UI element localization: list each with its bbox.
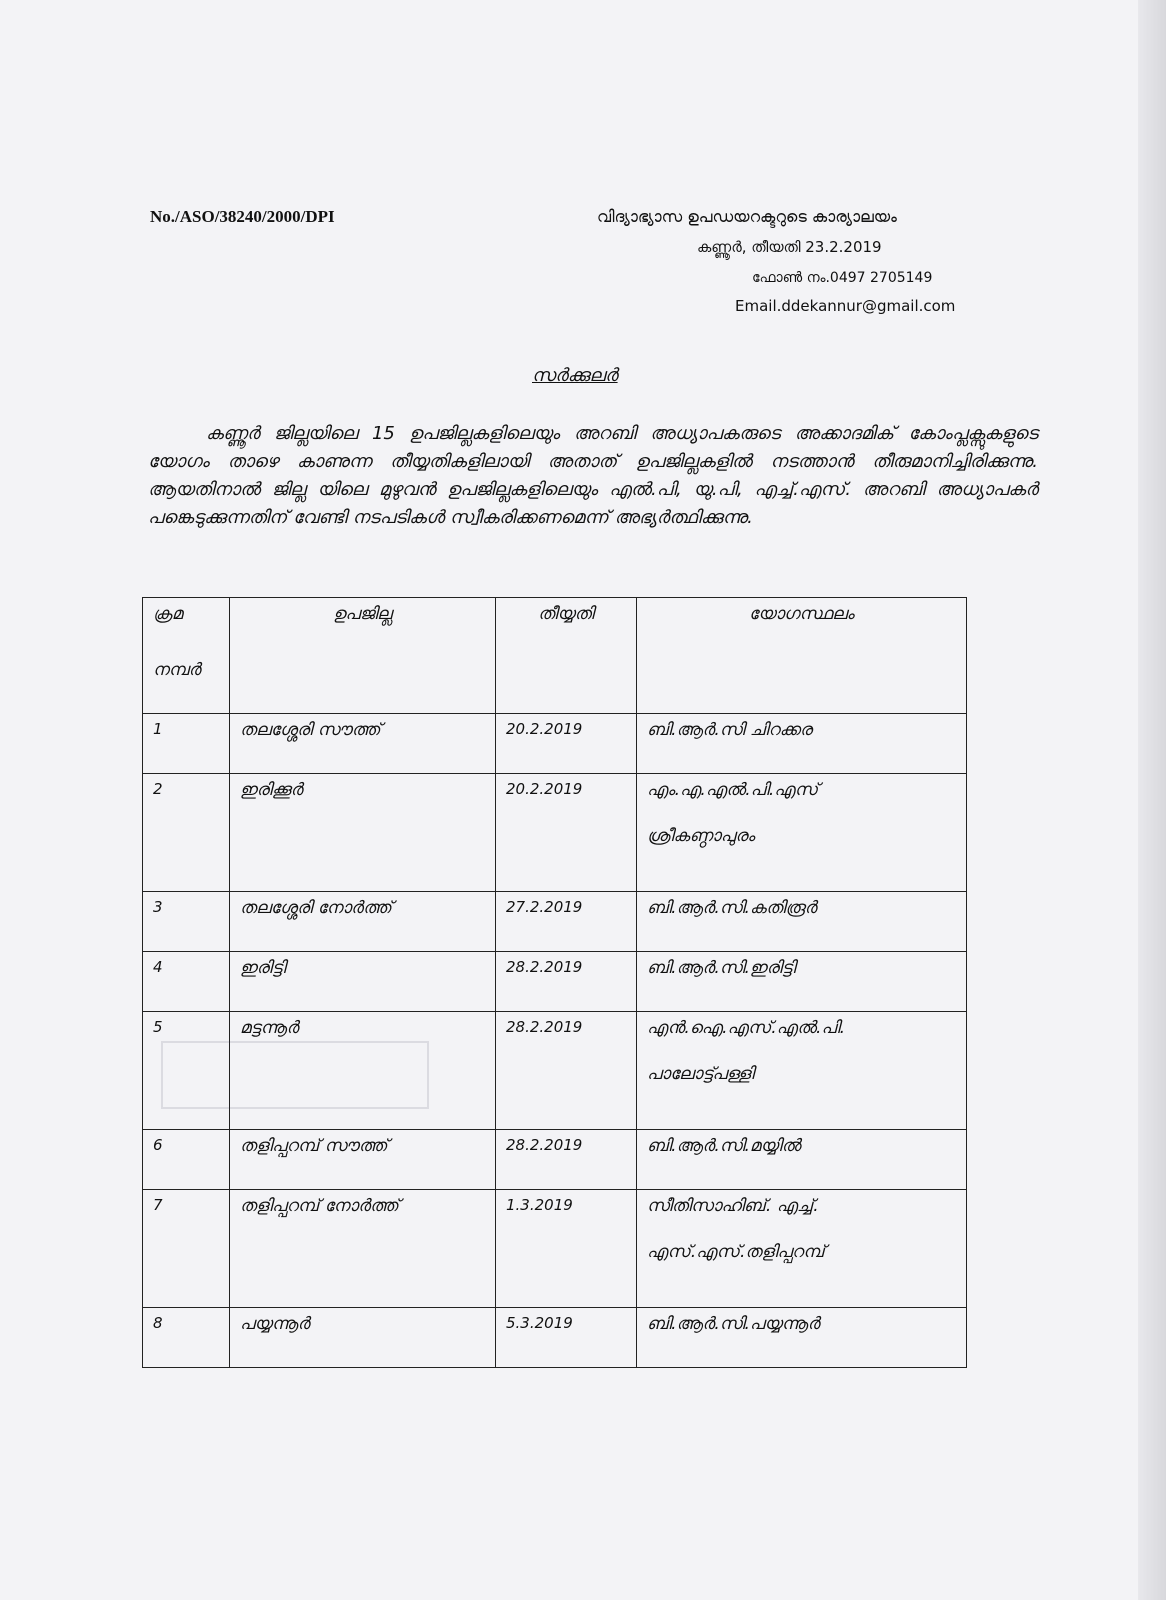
row-subdistrict: തളിപ്പറമ്പ് സൗത്ത് (230, 1130, 496, 1190)
row-serial-number: 3 (143, 892, 230, 952)
row-venue-line1: എൻ.ഐ.എസ്.എൽ.പി. (647, 1018, 846, 1038)
table-row (143, 952, 967, 1012)
row-serial-number: 4 (143, 952, 230, 1012)
page-edge (1138, 0, 1166, 1600)
table-row (143, 1308, 967, 1368)
row-date: 20.2.2019 (496, 714, 637, 774)
row-serial-number: 6 (143, 1130, 230, 1190)
row-date: 28.2.2019 (496, 1130, 637, 1190)
row-date: 20.2.2019 (496, 774, 637, 892)
row-serial-number: 8 (143, 1308, 230, 1368)
row-venue: ബി.ആർ.സി.കതിരൂർ (637, 892, 967, 952)
row-venue (637, 774, 967, 892)
row-subdistrict: തലശ്ശേരി നോർത്ത് (230, 892, 496, 952)
header-serial-number: ക്രമ നമ്പർ (143, 598, 230, 714)
row-date: 5.3.2019 (496, 1308, 637, 1368)
office-name: വിദ്യാഭ്യാസ ഉപഡയറക്ടറുടെ കാര്യാലയം (597, 207, 897, 226)
row-venue: ബി.ആർ.സി.പയ്യന്നൂർ (637, 1308, 967, 1368)
row-serial-number: 1 (143, 714, 230, 774)
faint-stamp-bleedthrough (160, 1040, 430, 1110)
phone-number: ഫോൺ നം.0497 2705149 (752, 270, 933, 286)
header-date: തീയ്യതി (496, 598, 637, 714)
circular-title: സർക്കുലർ (532, 365, 618, 386)
row-serial-number: 5 (143, 1012, 230, 1130)
circular-body (148, 420, 1038, 532)
table-row (143, 1130, 967, 1190)
row-subdistrict: തളിപ്പറമ്പ് നോർത്ത് (230, 1190, 496, 1308)
row-venue: ബി.ആർ.സി ചിറക്കര (637, 714, 967, 774)
row-venue-line1: എം.എ.എൽ.പി.എസ് (647, 780, 819, 800)
header-subdistrict: ഉപജില്ല (230, 598, 496, 714)
row-date: 28.2.2019 (496, 952, 637, 1012)
meeting-schedule-table (142, 597, 967, 1368)
email-address: Email.ddekannur@gmail.com (735, 297, 956, 315)
row-subdistrict: തലശ്ശേരി സൗത്ത് (230, 714, 496, 774)
table-row (143, 1190, 967, 1308)
reference-number: No./ASO/38240/2000/DPI (150, 207, 335, 226)
row-subdistrict: ഇരിട്ടി (230, 952, 496, 1012)
row-subdistrict: ഇരിക്കൂർ (230, 774, 496, 892)
table-row (143, 774, 967, 892)
row-venue-line2: ശ്രീകണ്ഠാപുരം (647, 826, 755, 846)
row-subdistrict: പയ്യന്നൂർ (230, 1308, 496, 1368)
body-paragraph: കണ്ണൂർ ജില്ലയിലെ 15 ഉപജില്ലകളിലെയും അറബി അധ്യാപകരുടെ അക്കാദമിക് കോംപ്ലക്സുകളുടെ യോഗം താഴെ കാണുന്ന തീയ്യതികളിലായി അതാത് ഉപജില്ലകളിൽ നടത്താൻ തീരുമാനിച്ചിരിക്കുന്നു. ആയതിനാൽ ജില്ല യിലെ മുഴുവൻ ഉപജില്ലകളിലെയും എൽ.പി, യു.പി, എച്ച്.എസ്. അറബി അധ്യാപകർ പങ്കെടുക്കുന്നതിന് വേണ്ടി നടപടികൾ സ്വീകരിക്കണമെന്ന് അഭ്യർത്ഥിക്കുന്നു. (148, 423, 1038, 528)
row-venue (637, 1012, 967, 1130)
row-venue-line2: എസ്.എസ്.തളിപ്പറമ്പ് (647, 1242, 825, 1262)
row-serial-number: 2 (143, 774, 230, 892)
table-header-row (143, 598, 967, 714)
row-date: 27.2.2019 (496, 892, 637, 952)
place-date: കണ്ണൂർ, തീയതി 23.2.2019 (697, 238, 882, 256)
row-date: 28.2.2019 (496, 1012, 637, 1130)
row-subdistrict: മട്ടന്നൂർ (230, 1012, 496, 1130)
row-venue-line1: സീതിസാഹിബ്. എച്ച്. (647, 1196, 819, 1216)
row-venue (637, 1190, 967, 1308)
row-venue: ബി.ആർ.സി.ഇരിട്ടി (637, 952, 967, 1012)
table-row (143, 892, 967, 952)
table-row (143, 714, 967, 774)
row-venue: ബി.ആർ.സി.മയ്യിൽ (637, 1130, 967, 1190)
header-venue: യോഗസ്ഥലം (637, 598, 967, 714)
row-serial-number: 7 (143, 1190, 230, 1308)
row-venue-line2: പാലോട്ട്പള്ളി (647, 1064, 754, 1084)
row-date: 1.3.2019 (496, 1190, 637, 1308)
